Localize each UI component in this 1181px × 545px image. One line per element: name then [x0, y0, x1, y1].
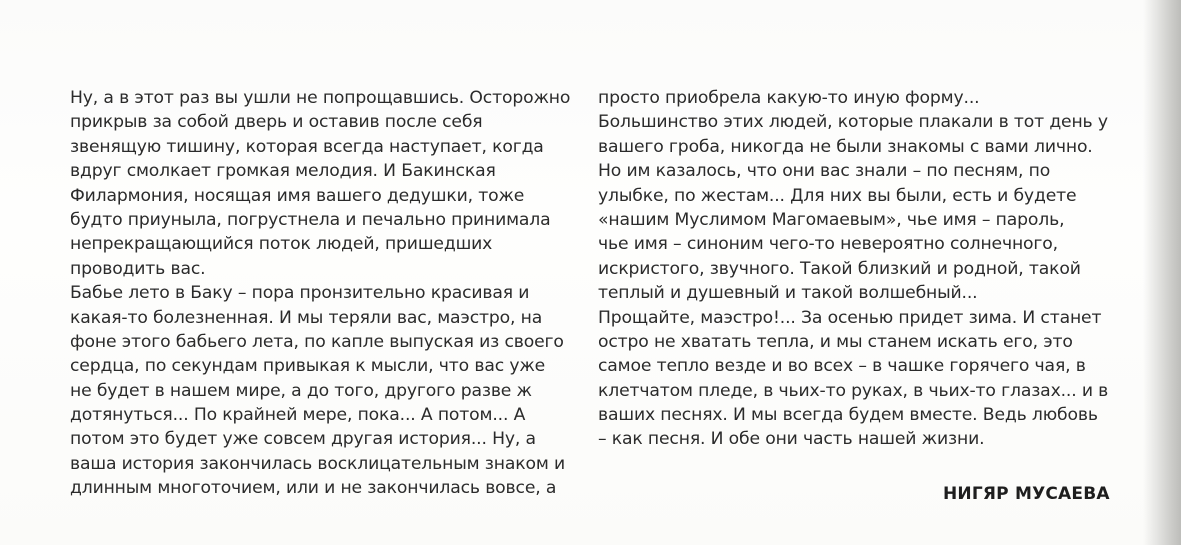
- text-line: дотянуться... По крайней мере, пока... А потом... А: [70, 405, 526, 426]
- page-gutter-shadow: [1143, 0, 1181, 545]
- text-line: «нашим Муслимом Магомаевым», чье имя – пароль,: [598, 209, 1065, 230]
- text-line: чье имя – синоним чего-то невероятно солнечного,: [598, 234, 1058, 255]
- text-line: искристого, звучного. Такой близкий и родной, такой: [598, 258, 1081, 279]
- text-line: какая-то болезненная. И мы теряли вас, маэстро, на: [70, 307, 543, 328]
- text-line: звенящую тишину, которая всегда наступает, когда: [70, 136, 544, 157]
- text-line: фоне этого бабьего лета, по капле выпуская из своего: [70, 331, 564, 352]
- text-line: Бабье лето в Баку – пора пронзительно красивая и: [70, 283, 530, 304]
- text-line: вдруг смолкает громкая мелодия. И Бакинская: [70, 161, 496, 182]
- article-right-column: [598, 86, 1118, 452]
- text-line: проводить вас.: [70, 258, 206, 279]
- text-line: Большинство этих людей, которые плакали в тот день у: [598, 112, 1108, 133]
- text-line: длинным многоточием, или и не закончилась вовсе, а: [70, 478, 557, 499]
- text-line: вашего гроба, никогда не были знакомы с вами лично.: [598, 136, 1093, 157]
- text-line: не будет в нашем мире, а до того, другого разве ж: [70, 380, 532, 401]
- text-line: просто приобрела какую-то иную форму...: [598, 88, 980, 108]
- text-line: будто приуныла, погрустнела и печально принимала: [70, 209, 551, 230]
- text-line: Прощайте, маэстро!... За осенью придет зима. И станет: [598, 307, 1102, 328]
- text-line: ваша история закончилась восклицательным знаком и: [70, 453, 565, 474]
- text-line: самое тепло везде и во всех – в чашке горячего чая, в: [598, 356, 1086, 377]
- article-left-column: [70, 86, 580, 501]
- text-line: потом это будет уже совсем другая история... Ну, а: [70, 429, 536, 450]
- text-line: прикрыв за собой дверь и оставив после себя: [70, 112, 483, 133]
- text-line: ваших песнях. И мы всегда будем вместе. Ведь любовь: [598, 405, 1098, 426]
- text-line: Филармония, носящая имя вашего дедушки, тоже: [70, 185, 525, 206]
- text-line: непрекращающийся поток людей, пришедших: [70, 234, 493, 255]
- text-line: теплый и душевный и такой волшебный...: [598, 283, 978, 304]
- text-line: улыбке, по жестам... Для них вы были, есть и будете: [598, 185, 1077, 206]
- text-line: – как песня. И обе они часть нашей жизни.: [598, 429, 985, 450]
- text-line: Но им казалось, что они вас знали – по песням, по: [598, 161, 1051, 182]
- text-line: сердца, по секундам привыкая к мысли, что вас уже: [70, 356, 546, 377]
- text-line: остро не хватать тепла, и мы станем искать его, это: [598, 331, 1073, 352]
- author-signature: НИГЯР МУСАЕВА: [943, 484, 1110, 504]
- text-line: Ну, а в этот раз вы ушли не попрощавшись. Осторожно: [70, 88, 571, 108]
- text-line: клетчатом пледе, в чьих-то руках, в чьих-то глазах... и в: [598, 380, 1109, 401]
